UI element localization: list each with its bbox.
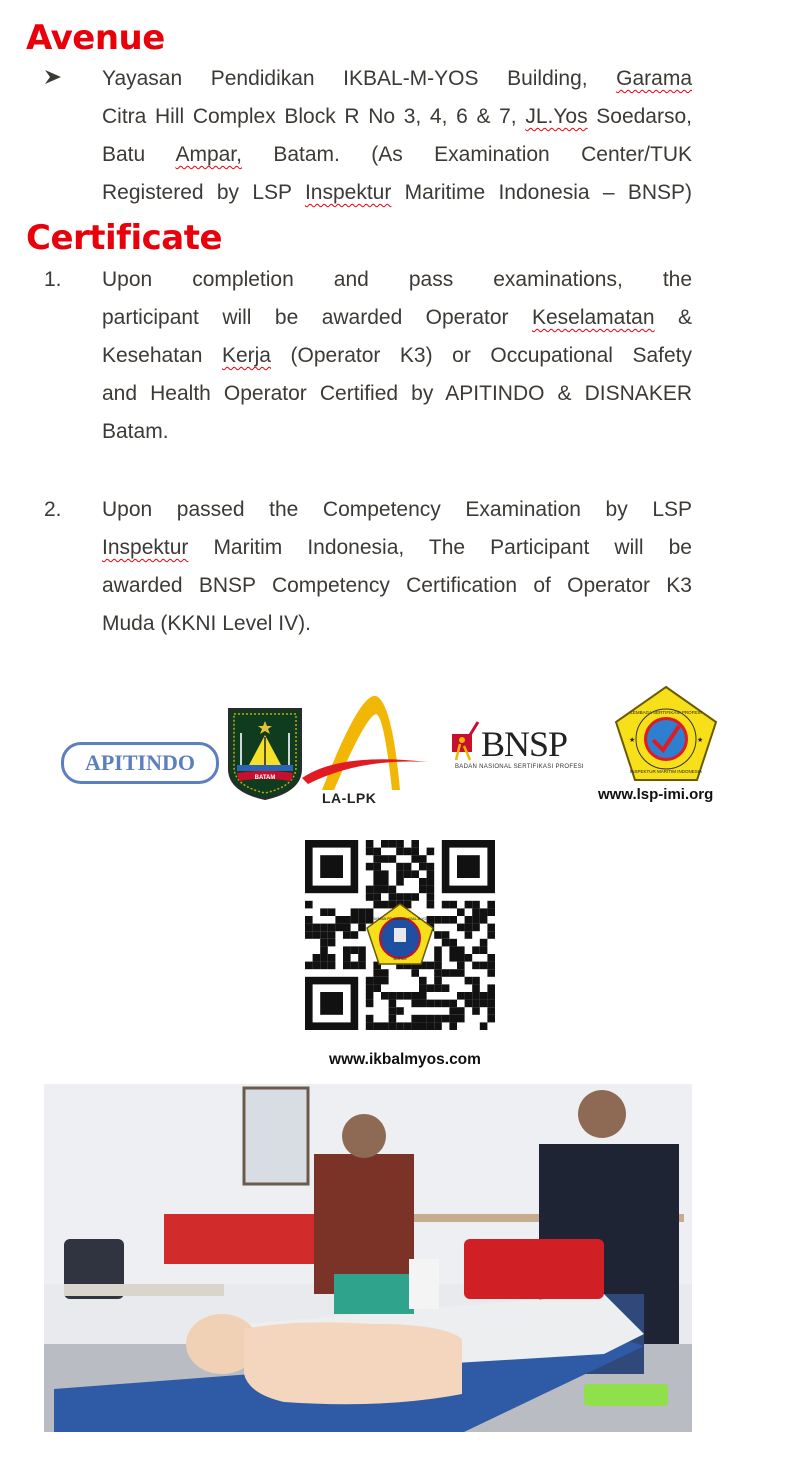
qr-module <box>411 848 419 856</box>
qr-module <box>358 946 366 954</box>
qr-module <box>366 1015 374 1023</box>
qr-module <box>472 916 480 924</box>
qr-module <box>366 984 374 992</box>
qr-module <box>373 863 381 871</box>
qr-module <box>366 886 374 894</box>
qr-module <box>480 908 488 916</box>
qr-module <box>328 939 336 947</box>
qr-module <box>320 962 328 970</box>
avenue-address <box>102 60 692 212</box>
qr-module <box>457 969 465 977</box>
qr-module <box>366 908 374 916</box>
qr-module <box>343 962 351 970</box>
qr-module <box>427 1000 435 1008</box>
qr-module <box>381 901 389 909</box>
qr-module <box>389 1000 397 1008</box>
qr-module <box>328 962 336 970</box>
qr-module <box>396 1022 404 1030</box>
qr-module <box>449 1015 457 1023</box>
qr-module <box>381 840 389 848</box>
qr-module <box>465 992 473 1000</box>
qr-module <box>396 893 404 901</box>
qr-module <box>434 984 442 992</box>
qr-module <box>487 908 495 916</box>
qr-module <box>449 1000 457 1008</box>
item1-line-3: Kesehatan Kerja (Operator K3) or Occupational Safety <box>102 344 693 367</box>
qr-module <box>480 962 488 970</box>
qr-module <box>320 939 328 947</box>
qr-module <box>465 901 473 909</box>
qr-module <box>389 886 397 894</box>
qr-module <box>457 946 465 954</box>
qr-module <box>427 984 435 992</box>
lsp-imi-url: www.lsp-imi.org <box>598 786 714 803</box>
qr-module <box>442 1015 450 1023</box>
ikbalmyos-seal-icon <box>367 904 433 964</box>
qr-module <box>366 848 374 856</box>
qr-module <box>480 992 488 1000</box>
qr-module <box>396 992 404 1000</box>
qr-module <box>381 855 389 863</box>
qr-module <box>351 916 359 924</box>
qr-module <box>419 886 427 894</box>
qr-module <box>411 870 419 878</box>
qr-module <box>480 1022 488 1030</box>
qr-module <box>449 1007 457 1015</box>
qr-module <box>487 924 495 932</box>
qr-module <box>366 840 374 848</box>
bnsp-wordmark: BNSP <box>481 724 568 764</box>
qr-module <box>472 977 480 985</box>
qr-module <box>434 977 442 985</box>
qr-module <box>328 924 336 932</box>
qr-module <box>457 954 465 962</box>
qr-module <box>389 840 397 848</box>
address-line-3: Batu Ampar, Batam. (As Examination Center/TUK <box>102 143 692 166</box>
qr-module <box>305 931 313 939</box>
certificate-heading: Certificate <box>26 218 223 258</box>
qr-module <box>343 946 351 954</box>
qr-module <box>487 1000 495 1008</box>
qr-module <box>366 977 374 985</box>
svg-text:BATAM: BATAM <box>393 956 407 961</box>
qr-module <box>305 916 313 924</box>
qr-module <box>373 878 381 886</box>
qr-module <box>457 1015 465 1023</box>
qr-module <box>328 908 336 916</box>
qr-module <box>434 1022 442 1030</box>
qr-module <box>305 962 313 970</box>
qr-module <box>411 840 419 848</box>
qr-module <box>472 1000 480 1008</box>
qr-module <box>457 924 465 932</box>
svg-text:LEMBAGA SERTIFIKASI PROFESI: LEMBAGA SERTIFIKASI PROFESI <box>630 710 702 715</box>
qr-module <box>404 870 412 878</box>
qr-module <box>465 977 473 985</box>
qr-module <box>320 946 328 954</box>
qr-module <box>381 1022 389 1030</box>
address-line-2: Citra Hill Complex Block R No 3, 4, 6 & 7, JL.Yos Soedarso, <box>102 105 692 128</box>
qr-module <box>305 924 313 932</box>
qr-module <box>411 1000 419 1008</box>
qr-module <box>472 946 480 954</box>
qr-module <box>434 954 442 962</box>
qr-module <box>366 1000 374 1008</box>
qr-finder <box>320 855 343 878</box>
qr-module <box>427 962 435 970</box>
qr-module <box>373 855 381 863</box>
qr-module <box>442 901 450 909</box>
qr-module <box>434 946 442 954</box>
qr-module <box>442 931 450 939</box>
address-line-4: Registered by LSP Inspektur Maritime Indonesia – BNSP) <box>102 181 693 204</box>
qr-module <box>419 1022 427 1030</box>
qr-module <box>480 916 488 924</box>
apitindo-logo: APITINDO <box>61 742 219 784</box>
qr-module <box>449 969 457 977</box>
qr-module <box>480 939 488 947</box>
qr-module <box>396 878 404 886</box>
qr-module <box>449 946 457 954</box>
qr-module <box>358 954 366 962</box>
lsp-imi-seal-logo <box>613 684 719 789</box>
qr-module <box>487 969 495 977</box>
bnsp-subtitle: BADAN NASIONAL SERTIFIKASI PROFESI <box>455 764 584 770</box>
qr-module <box>320 954 328 962</box>
qr-module <box>320 924 328 932</box>
qr-module <box>389 1015 397 1023</box>
qr-module <box>381 969 389 977</box>
qr-module <box>487 1007 495 1015</box>
qr-module <box>404 893 412 901</box>
qr-module <box>320 931 328 939</box>
qr-module <box>343 931 351 939</box>
qr-module <box>313 924 321 932</box>
avenue-heading: Avenue <box>26 18 165 58</box>
bnsp-logo-mark <box>450 720 480 769</box>
qr-module <box>419 977 427 985</box>
ikbalmyos-url: www.ikbalmyos.com <box>329 1051 481 1068</box>
qr-module <box>313 962 321 970</box>
qr-module <box>465 1000 473 1008</box>
qr-module <box>373 848 381 856</box>
qr-module <box>487 931 495 939</box>
qr-module <box>381 886 389 894</box>
qr-module <box>411 969 419 977</box>
qr-module <box>313 954 321 962</box>
qr-module <box>328 954 336 962</box>
item1-line-5: Batam. <box>102 420 169 443</box>
qr-module <box>389 1007 397 1015</box>
arrowhead-bullet-icon <box>44 60 62 98</box>
batam-emblem-logo <box>227 707 303 806</box>
qr-module <box>419 992 427 1000</box>
qr-module <box>373 901 381 909</box>
qr-module <box>427 848 435 856</box>
qr-module <box>389 1022 397 1030</box>
qr-module <box>358 916 366 924</box>
qr-module <box>457 962 465 970</box>
item1-line-4: and Health Operator Certified by APITINDO & DISNAKER <box>102 382 692 405</box>
qr-module <box>442 939 450 947</box>
qr-module <box>373 977 381 985</box>
qr-module <box>411 1022 419 1030</box>
qr-module <box>465 954 473 962</box>
qr-module <box>351 946 359 954</box>
qr-module <box>487 954 495 962</box>
qr-module <box>396 870 404 878</box>
qr-module <box>457 1007 465 1015</box>
qr-module <box>419 1015 427 1023</box>
qr-module <box>373 1022 381 1030</box>
qr-module <box>442 969 450 977</box>
qr-module <box>366 992 374 1000</box>
qr-module <box>419 984 427 992</box>
qr-module <box>411 855 419 863</box>
qr-module <box>381 870 389 878</box>
item1-line-1: Upon completion and pass examinations, the <box>102 268 693 291</box>
qr-module <box>366 863 374 871</box>
qr-module <box>381 977 389 985</box>
item2-line-3: awarded BNSP Competency Certification of Operator K3 <box>102 574 692 597</box>
qr-module <box>389 893 397 901</box>
qr-module <box>449 901 457 909</box>
qr-module <box>411 992 419 1000</box>
qr-module <box>358 962 366 970</box>
qr-module <box>419 863 427 871</box>
qr-module <box>487 992 495 1000</box>
svg-text:YAYASAN PENDIDIKAN IKBAL-M-YOS: YAYASAN PENDIDIKAN IKBAL-M-YOS <box>371 917 429 921</box>
qr-module <box>427 886 435 894</box>
svg-text:INSPEKTUR MARITIM INDONESIA: INSPEKTUR MARITIM INDONESIA <box>629 769 703 774</box>
svg-text:★: ★ <box>629 737 636 744</box>
qr-module <box>434 1015 442 1023</box>
qr-module <box>351 962 359 970</box>
qr-module <box>465 931 473 939</box>
qr-module <box>434 969 442 977</box>
qr-module <box>389 992 397 1000</box>
qr-module <box>358 924 366 932</box>
qr-module <box>449 1022 457 1030</box>
qr-module <box>442 916 450 924</box>
list-number-1: 1. <box>44 268 62 291</box>
qr-module <box>343 924 351 932</box>
certificate-item-1 <box>102 261 692 451</box>
qr-module <box>427 893 435 901</box>
qr-module <box>427 870 435 878</box>
qr-module <box>480 1000 488 1008</box>
svg-text:★: ★ <box>697 737 704 744</box>
qr-module <box>487 1015 495 1023</box>
qr-module <box>396 863 404 871</box>
qr-module <box>427 901 435 909</box>
qr-module <box>472 1007 480 1015</box>
qr-module <box>305 901 313 909</box>
qr-module <box>487 962 495 970</box>
qr-module <box>373 893 381 901</box>
qr-module <box>449 916 457 924</box>
qr-finder <box>320 992 343 1015</box>
partner-logos <box>0 690 790 820</box>
qr-module <box>411 1015 419 1023</box>
qr-module <box>373 984 381 992</box>
qr-module <box>472 962 480 970</box>
qr-module <box>434 916 442 924</box>
la-lpk-logo <box>300 692 430 797</box>
qr-module <box>335 924 343 932</box>
item2-line-1: Upon passed the Competency Examination by LSP <box>102 498 693 521</box>
qr-module <box>381 992 389 1000</box>
qr-module <box>434 931 442 939</box>
qr-module <box>373 870 381 878</box>
qr-module <box>366 893 374 901</box>
qr-module <box>480 946 488 954</box>
qr-module <box>419 878 427 886</box>
qr-module <box>320 908 328 916</box>
qr-module <box>396 848 404 856</box>
qr-module <box>373 969 381 977</box>
item2-line-4: Muda (KKNI Level IV). <box>102 612 311 635</box>
qr-module <box>404 863 412 871</box>
qr-module <box>335 916 343 924</box>
qr-module <box>351 931 359 939</box>
address-line-1: Yayasan Pendidikan IKBAL-M-YOS Building, Garama <box>102 67 693 90</box>
item1-line-2: participant will be awarded Operator Keselamatan & <box>102 306 692 329</box>
qr-module <box>381 878 389 886</box>
qr-module <box>396 1007 404 1015</box>
qr-module <box>472 992 480 1000</box>
qr-module <box>427 878 435 886</box>
qr-code[interactable] <box>305 840 497 1030</box>
item2-line-2: Inspektur Maritim Indonesia, The Participant will be <box>102 536 692 559</box>
qr-module <box>366 1022 374 1030</box>
qr-module <box>427 1015 435 1023</box>
qr-module <box>457 992 465 1000</box>
qr-module <box>465 916 473 924</box>
qr-module <box>396 840 404 848</box>
qr-module <box>434 1000 442 1008</box>
qr-module <box>411 893 419 901</box>
qr-module <box>404 992 412 1000</box>
qr-module <box>472 924 480 932</box>
qr-module <box>449 939 457 947</box>
qr-module <box>427 1022 435 1030</box>
qr-module <box>442 984 450 992</box>
certificate-item-2 <box>102 491 692 643</box>
qr-module <box>465 924 473 932</box>
qr-module <box>404 848 412 856</box>
qr-module <box>419 1000 427 1008</box>
la-lpk-label: LA-LPK <box>322 790 377 806</box>
qr-finder <box>457 855 480 878</box>
qr-module <box>373 886 381 894</box>
qr-module <box>472 901 480 909</box>
list-number-2: 2. <box>44 498 62 521</box>
qr-module <box>328 931 336 939</box>
qr-module <box>442 1000 450 1008</box>
qr-module <box>389 855 397 863</box>
qr-module <box>457 908 465 916</box>
training-photo <box>44 1084 692 1432</box>
qr-module <box>343 916 351 924</box>
svg-text:BATAM: BATAM <box>254 775 276 781</box>
qr-module <box>434 962 442 970</box>
qr-module <box>313 931 321 939</box>
qr-module <box>487 901 495 909</box>
qr-module <box>449 954 457 962</box>
qr-module <box>419 855 427 863</box>
qr-module <box>404 1022 412 1030</box>
qr-module <box>472 984 480 992</box>
qr-module <box>472 908 480 916</box>
qr-module <box>358 908 366 916</box>
qr-module <box>343 954 351 962</box>
qr-module <box>351 908 359 916</box>
qr-module <box>427 863 435 871</box>
qr-module <box>487 984 495 992</box>
